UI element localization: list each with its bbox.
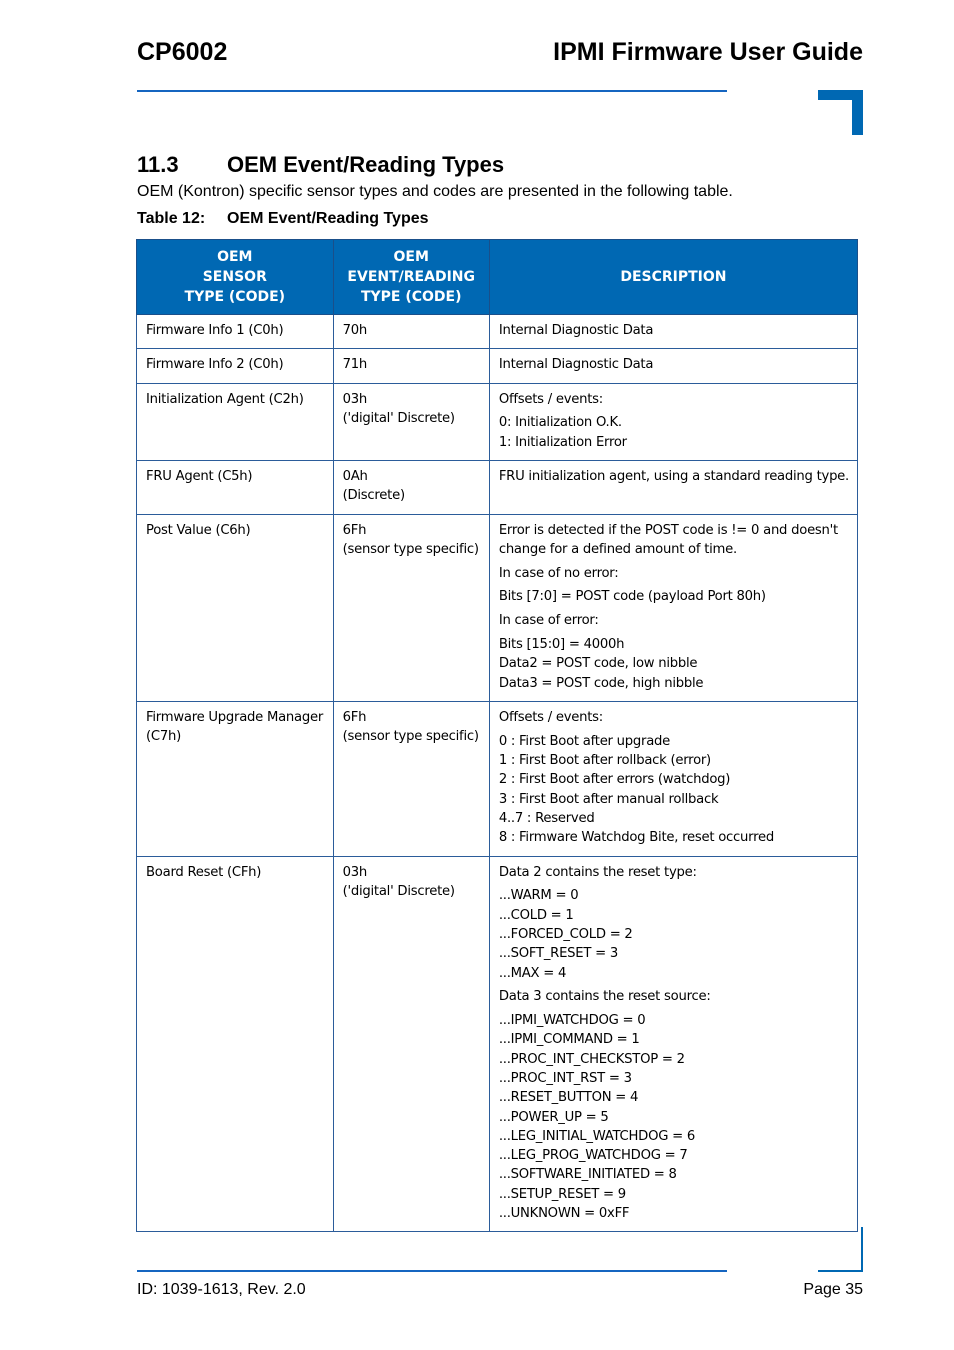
description-text: FRU initialization agent, using a standard reading type. [498,468,849,484]
description-text: ...SETUP_RESET = 9 [498,1186,626,1202]
description-text: ...PROC_INT_RST = 3 [498,1071,632,1086]
sensor-type-cell [137,701,334,856]
description-block [499,390,849,409]
header-event-reading-type [333,240,489,315]
description-text: 8 : Firmware Watchdog Bite, reset occurred [498,830,774,846]
event-reading-type-text: (sensor type specific) [342,541,479,557]
event-reading-type-text: 71h [342,357,367,373]
description-text: ...POWER_UP = 5 [498,1109,609,1125]
description-text: Bits [7:0] = POST code (payload Port 80h) [498,589,766,605]
description-text: change for a defined amount of time. [498,541,737,557]
event-reading-type-cell [333,701,489,856]
description-text: 0: Initialization O.K. [498,415,622,431]
description-text: Offsets / events: [498,391,603,407]
event-reading-type-text: 0Ah [342,468,368,484]
description-block [499,1011,849,1223]
sensor-type-text: Firmware Upgrade Manager [146,709,324,725]
description-text: ...SOFT_RESET = 3 [498,946,618,962]
description-text: ...RESET_BUTTON = 4 [498,1090,639,1106]
event-reading-type-cell [333,349,489,383]
header-text: SENSOR [202,269,267,285]
table-row [137,856,858,1232]
sensor-type-text: Firmware Info 1 (C0h) [146,323,284,338]
header-text: TYPE (CODE) [360,289,462,305]
oem-event-table [136,239,858,1232]
event-reading-type-text: ('digital' Discrete) [342,883,455,899]
description-cell [489,514,857,701]
description-cell [489,460,857,514]
description-cell [489,701,857,856]
description-cell [489,315,857,349]
event-reading-type-cell [333,460,489,514]
description-block [499,863,849,882]
description-block [499,732,849,848]
event-reading-type-cell [333,383,489,460]
description-block [499,635,849,693]
sensor-type-text: Post Value (C6h) [146,522,251,538]
description-text: 1 : First Boot after rollback (error) [498,753,711,769]
description-text: ...PROC_INT_CHECKSTOP = 2 [498,1051,685,1067]
description-text: Data 3 contains the reset source: [498,989,711,1005]
sensor-type-cell [137,460,334,514]
header-text: EVENT/READING [347,269,475,285]
description-text: Bits [15:0] = 4000h [498,637,625,653]
description-text: 3 : First Boot after manual rollback [498,791,719,807]
description-block [499,321,849,340]
description-text: 0 : First Boot after upgrade [498,733,671,749]
description-text: ...COLD = 1 [498,907,574,923]
description-cell [489,856,857,1232]
table-caption-title: OEM Event/Reading Types [227,210,429,227]
corner-mark-bottom [818,1270,863,1272]
header-text: OEM [393,249,429,265]
sensor-type-text: FRU Agent (C5h) [146,468,253,484]
description-cell [489,349,857,383]
table-row [137,701,858,856]
description-block [499,708,849,727]
event-reading-type-text: 70h [342,323,367,338]
document-id: ID: 1039-1613, Rev. 2.0 [137,1281,306,1298]
table-header-row [137,240,858,315]
event-reading-type-text: 6Fh [342,709,367,725]
section-title: OEM Event/Reading Types [227,152,505,177]
header-sensor-type [137,240,334,315]
description-text: ...UNKNOWN = 0xFF [498,1206,630,1222]
header-text: OEM [217,249,253,265]
event-reading-type-text: 03h [342,391,367,407]
description-text: ...LEG_PROG_WATCHDOG = 7 [498,1148,688,1164]
description-block [499,521,849,560]
corner-mark-top-vertical [852,90,863,135]
description-text: ...SOFTWARE_INITIATED = 8 [498,1167,677,1183]
description-block [499,886,849,982]
document-title: IPMI Firmware User Guide [553,38,863,66]
header-text: TYPE (CODE) [184,289,286,305]
description-text: 1: Initialization Error [498,434,627,450]
product-name: CP6002 [137,38,228,66]
description-text: Data 2 contains the reset type: [498,864,697,880]
sensor-type-text: Board Reset (CFh) [146,864,262,880]
table-caption-label: Table 12: [137,210,206,227]
sensor-type-cell [137,856,334,1232]
description-text: ...MAX = 4 [498,965,567,981]
sensor-type-cell [137,514,334,701]
section-number: 11.3 [137,152,179,177]
description-block [499,564,849,583]
description-block [499,413,849,452]
corner-mark-bottom-vertical [861,1227,863,1271]
page-number: Page 35 [803,1281,863,1298]
description-text: In case of error: [498,613,599,629]
event-reading-type-text: (sensor type specific) [342,729,479,745]
description-text: ...IPMI_WATCHDOG = 0 [498,1013,646,1029]
table-row [137,514,858,701]
table-row [137,349,858,383]
description-block [499,587,849,606]
event-reading-type-text: 6Fh [342,522,367,538]
description-text: ...WARM = 0 [498,888,579,904]
event-reading-type-cell [333,856,489,1232]
description-text: In case of no error: [498,565,619,581]
intro-paragraph: OEM (Kontron) specific sensor types and codes are presented in the following table. [137,183,733,200]
header-rule [137,90,727,92]
section-heading [137,152,504,178]
description-text: Error is detected if the POST code is != 0 and doesn't [498,522,838,538]
sensor-type-text: Firmware Info 2 (C0h) [146,357,284,373]
description-text: Internal Diagnostic Data [498,357,654,373]
description-text: Data2 = POST code, low nibble [498,656,698,672]
event-reading-type-text: ('digital' Discrete) [342,410,455,426]
sensor-type-text: Initialization Agent (C2h) [146,391,304,407]
sensor-type-text: (C7h) [146,729,181,745]
event-reading-type-cell [333,514,489,701]
sensor-type-cell [137,383,334,460]
table-caption [137,210,429,228]
footer-rule [137,1270,727,1272]
description-block [499,987,849,1006]
event-reading-type-cell [333,315,489,349]
header-text: DESCRIPTION [620,269,727,285]
description-block [499,355,849,374]
sensor-type-cell [137,349,334,383]
description-block [499,611,849,630]
description-text: Data3 = POST code, high nibble [498,675,704,691]
description-cell [489,383,857,460]
description-text: 4..7 : Reserved [498,810,595,826]
description-text: Offsets / events: [498,709,603,725]
table-row [137,460,858,514]
sensor-type-cell [137,315,334,349]
description-text: Internal Diagnostic Data [498,323,654,338]
table-row [137,315,858,349]
description-text: 2 : First Boot after errors (watchdog) [498,772,731,788]
description-text: ...FORCED_COLD = 2 [498,926,633,942]
table-row [137,383,858,460]
description-block [499,467,849,486]
event-reading-type-text: 03h [342,864,367,880]
event-reading-type-text: (Discrete) [342,488,405,504]
description-text: ...IPMI_COMMAND = 1 [498,1032,640,1048]
description-text: ...LEG_INITIAL_WATCHDOG = 6 [498,1128,695,1144]
header-description [489,240,857,315]
